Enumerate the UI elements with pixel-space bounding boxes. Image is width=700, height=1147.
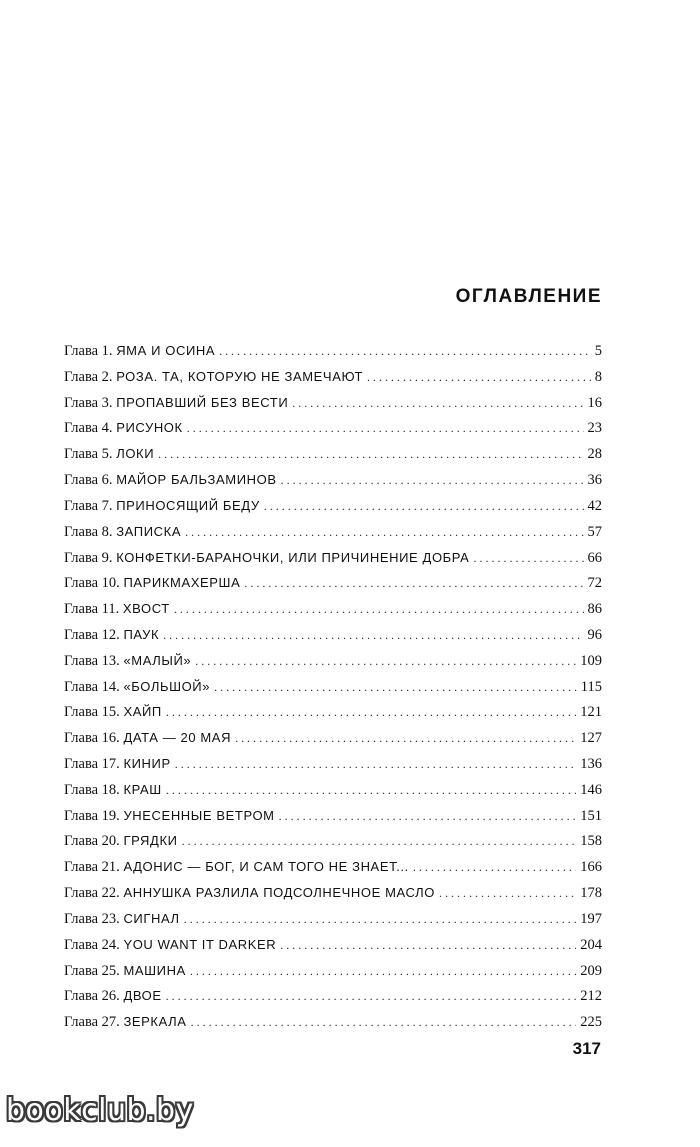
toc-entry-label (64, 958, 186, 985)
toc-chapter-title: РИСУНОК (116, 420, 183, 436)
toc-chapter-title: АДОНИС — БОГ, И САМ ТОГО НЕ ЗНАЕТ... (123, 859, 409, 875)
toc-chapter-title: ЗЕРКАЛА (123, 1014, 187, 1030)
toc-leader-dots (174, 597, 584, 623)
toc-entry-label (64, 1009, 187, 1036)
toc-entry-label (64, 674, 210, 701)
toc-chapter-title: ХАЙП (123, 704, 162, 720)
toc-entry-label (64, 390, 288, 417)
toc-entry (64, 570, 602, 596)
toc-entry (64, 674, 602, 700)
toc-leader-dots (195, 649, 576, 675)
toc-leader-dots (175, 752, 576, 778)
toc-entry (64, 803, 602, 829)
toc-entry (64, 415, 602, 441)
toc-entry (64, 958, 602, 984)
toc-chapter-title: ХВОСТ (122, 601, 170, 617)
toc-entry (64, 545, 602, 571)
toc-entry-label (64, 906, 180, 933)
toc-chapter-title: ПАРИКМАХЕРША (123, 575, 241, 591)
toc-chapter-title: ЗАПИСКА (116, 523, 182, 539)
toc-page-number: 209 (580, 962, 602, 979)
toc-page-number: 109 (580, 652, 602, 669)
toc-page-number: 66 (587, 549, 602, 566)
toc-leader-dots (413, 855, 576, 881)
toc-chapter-number: Глава 12. (64, 626, 120, 643)
toc-entry (64, 751, 602, 777)
toc-chapter-title: ДАТА — 20 МАЯ (123, 730, 232, 746)
toc-page-number: 136 (580, 756, 602, 772)
toc-page-number: 8 (594, 368, 602, 385)
toc-entry-label (64, 932, 276, 959)
toc-entry (64, 725, 602, 751)
toc-page-number: 86 (587, 601, 602, 618)
toc-entry (64, 906, 602, 932)
toc-leader-dots (166, 778, 576, 804)
toc-chapter-number: Глава 3. (64, 394, 113, 411)
toc-page-number: 96 (587, 626, 602, 643)
toc-page-number: 23 (587, 420, 602, 437)
toc-chapter-title: «БОЛЬШОЙ» (123, 678, 211, 694)
toc-leader-dots (190, 959, 576, 985)
toc-chapter-number: Глава 22. (64, 885, 120, 902)
toc-chapter-title: КИНИР (123, 756, 171, 771)
toc-page-number: 127 (580, 730, 602, 747)
toc-chapter-number: Глава 1. (64, 343, 113, 359)
toc-entry (64, 828, 602, 854)
toc-leader-dots (292, 391, 583, 417)
toc-chapter-number: Глава 7. (64, 497, 113, 514)
toc-chapter-number: Глава 10. (64, 575, 120, 592)
toc-leader-dots (235, 726, 576, 752)
toc-chapter-number: Глава 23. (64, 910, 120, 927)
toc-chapter-number: Глава 9. (64, 549, 113, 566)
toc-chapter-number: Глава 18. (64, 781, 120, 798)
toc-entry-label (64, 545, 469, 572)
toc-leader-dots (367, 365, 591, 391)
toc-chapter-title: ГРЯДКИ (123, 833, 178, 849)
toc-chapter-number: Глава 14. (64, 678, 120, 695)
toc-entry (64, 880, 602, 906)
toc-chapter-title: YOU WANT IT DARKER (123, 936, 277, 952)
toc-entry-label (64, 803, 275, 830)
toc-page-number: 57 (587, 523, 602, 540)
toc-page-number: 42 (587, 497, 602, 514)
toc-leader-dots (166, 700, 576, 726)
toc-leader-dots (214, 675, 577, 701)
toc-chapter-number: Глава 2. (64, 368, 113, 385)
toc-chapter-title: УНЕСЕННЫЕ ВЕТРОМ (123, 807, 275, 823)
toc-entry-label (64, 622, 159, 649)
toc-entry-label (64, 854, 409, 881)
toc-chapter-number: Глава 11. (64, 601, 120, 618)
toc-entry-label (64, 777, 162, 804)
toc-page-number: 121 (580, 704, 602, 721)
toc-leader-dots (219, 339, 591, 365)
toc-chapter-number: Глава 5. (64, 446, 113, 463)
watermark: bookclub.by (6, 1093, 194, 1128)
toc-entry (64, 519, 602, 545)
toc-chapter-title: МАЙОР БАЛЬЗАМИНОВ (116, 472, 277, 488)
toc-chapter-number: Глава 26. (64, 988, 120, 1005)
toc-entry-label (64, 519, 181, 546)
toc-chapter-title: КОНФЕТКИ-БАРАНОЧКИ, ИЛИ ПРИЧИНЕНИЕ ДОБРА (116, 549, 470, 565)
toc-page-number: 16 (587, 394, 602, 411)
toc-entry (64, 441, 602, 467)
toc-entry (64, 364, 602, 390)
toc-page-number: 5 (594, 343, 602, 359)
toc-page-number: 204 (580, 936, 602, 953)
toc-entry (64, 493, 602, 519)
toc-entry-label (64, 493, 260, 520)
toc-entry-label (64, 467, 277, 494)
toc-entry-label (64, 725, 231, 752)
toc-chapter-title: ЯМА И ОСИНА (116, 343, 216, 358)
toc-leader-dots (185, 520, 583, 546)
toc-entry-label (64, 699, 162, 726)
toc-page-number: 151 (580, 807, 602, 824)
toc-chapter-title: ЛОКИ (116, 446, 155, 462)
toc-entry (64, 777, 602, 803)
toc-chapter-number: Глава 16. (64, 730, 120, 747)
toc-leader-dots (281, 468, 584, 494)
toc-chapter-number: Глава 4. (64, 420, 113, 437)
toc-leader-dots (191, 1010, 577, 1036)
toc-chapter-title: ПРИНОСЯЩИЙ БЕДУ (116, 497, 260, 513)
toc-entry (64, 648, 602, 674)
toc-page-number: 72 (587, 575, 602, 592)
toc-chapter-number: Глава 20. (64, 833, 120, 850)
toc-page-number: 158 (580, 833, 602, 850)
toc-page-number: 212 (580, 988, 602, 1005)
toc-chapter-number: Глава 24. (64, 936, 120, 953)
toc-chapter-number: Глава 17. (64, 756, 120, 772)
toc-entry (64, 467, 602, 493)
toc-leader-dots (439, 881, 576, 907)
toc-page-number: 225 (580, 1014, 602, 1031)
page-number: 317 (572, 1039, 601, 1058)
toc-entry-label (64, 441, 154, 468)
toc-page-number: 178 (580, 885, 602, 902)
toc-chapter-number: Глава 13. (64, 652, 120, 669)
toc-leader-dots (182, 829, 577, 855)
toc-entry (64, 622, 602, 648)
toc-entry (64, 1009, 602, 1035)
toc-entry (64, 854, 602, 880)
toc-page-number: 115 (580, 678, 602, 695)
toc-entry-label (64, 596, 170, 623)
toc-entry-label (64, 338, 215, 365)
toc-entry-label (64, 828, 178, 855)
toc-entry (64, 983, 602, 1009)
toc-chapter-title: ПАУК (123, 626, 160, 642)
toc-page-number: 36 (587, 472, 602, 489)
toc-chapter-title: «МАЛЫЙ» (123, 652, 192, 668)
toc-chapter-title: КРАШ (123, 781, 162, 797)
toc-chapter-title: ДВОЕ (123, 988, 162, 1004)
toc-page-number: 166 (580, 859, 602, 876)
toc-entry-label (64, 570, 240, 597)
toc-leader-dots (163, 623, 583, 649)
toc-chapter-number: Глава 15. (64, 704, 120, 721)
toc-chapter-number: Глава 25. (64, 962, 120, 979)
toc-leader-dots (264, 494, 584, 520)
toc-entry (64, 390, 602, 416)
toc-list (64, 338, 602, 1035)
toc-entry-label (64, 415, 183, 442)
toc-leader-dots (280, 933, 576, 959)
toc-leader-dots (279, 804, 577, 830)
toc-chapter-title: РОЗА. ТА, КОТОРУЮ НЕ ЗАМЕЧАЮТ (116, 368, 364, 384)
toc-chapter-title: АННУШКА РАЗЛИЛА ПОДСОЛНЕЧНОЕ МАСЛО (123, 885, 435, 901)
toc-chapter-title: МАШИНА (123, 962, 186, 978)
toc-chapter-number: Глава 6. (64, 472, 113, 489)
toc-chapter-number: Глава 19. (64, 807, 120, 824)
toc-title: ОГЛАВЛЕНИЕ (455, 286, 602, 307)
toc-entry (64, 699, 602, 725)
toc-leader-dots (244, 571, 583, 597)
toc-entry-label (64, 648, 191, 675)
toc-leader-dots (187, 416, 584, 442)
toc-leader-dots (184, 907, 577, 933)
toc-entry-label (64, 983, 162, 1010)
toc-leader-dots (473, 546, 583, 572)
toc-chapter-number: Глава 8. (64, 523, 113, 540)
toc-page-number: 28 (587, 446, 602, 463)
toc-chapter-number: Глава 27. (64, 1014, 120, 1031)
toc-chapter-title: ПРОПАВШИЙ БЕЗ ВЕСТИ (116, 394, 289, 410)
toc-entry-label (64, 751, 171, 778)
toc-chapter-title: СИГНАЛ (123, 910, 180, 926)
toc-entry-label (64, 880, 435, 907)
toc-chapter-number: Глава 21. (64, 859, 120, 876)
toc-entry (64, 338, 602, 364)
toc-entry (64, 596, 602, 622)
toc-page-number: 146 (580, 781, 602, 798)
toc-leader-dots (166, 984, 577, 1010)
toc-leader-dots (158, 442, 583, 468)
toc-entry (64, 932, 602, 958)
toc-page-number: 197 (580, 910, 602, 927)
toc-entry-label (64, 364, 363, 391)
